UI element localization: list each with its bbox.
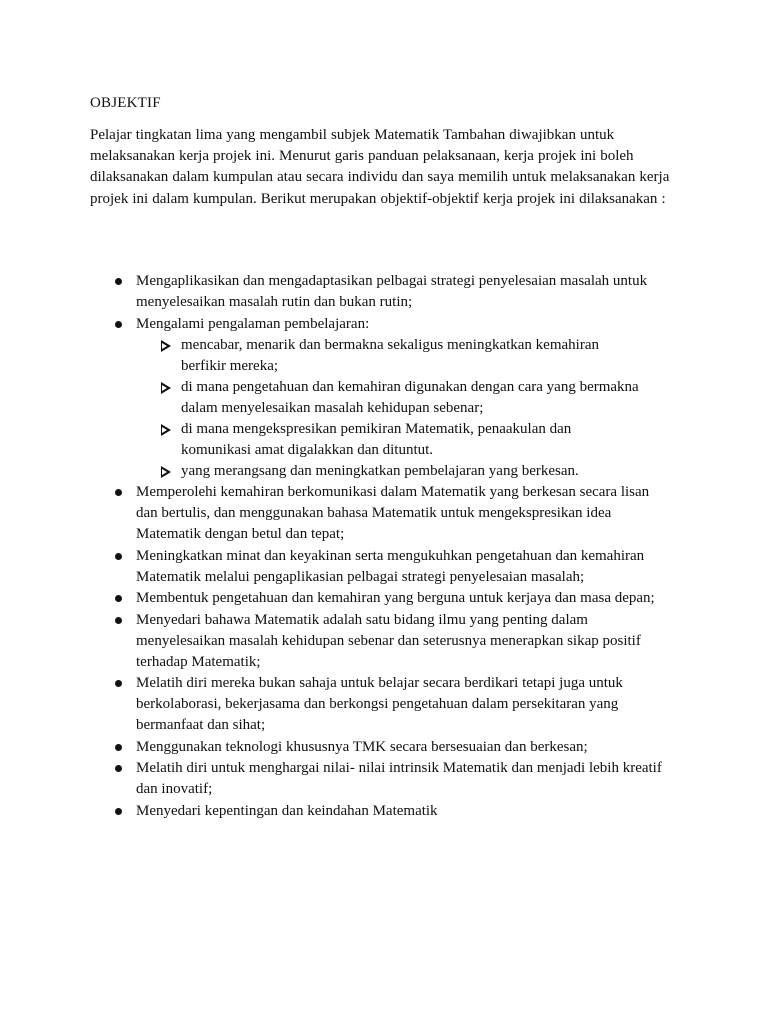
- objective-text: Membentuk pengetahuan dan kemahiran yang berguna untuk kerjaya dan masa depan;: [136, 590, 655, 606]
- objective-item: [0, 314, 666, 482]
- objective-text: Menyedari bahawa Matematik adalah satu bidang ilmu yang penting dalam menyelesaikan masalah kehidupan sebenar dan seterusnya menerapkan sikap positif terhadap Matematik;: [136, 611, 641, 670]
- objective-item: [0, 610, 666, 673]
- sub-objective-text: yang merangsang dan meningkatkan pembelajaran yang berkesan.: [181, 462, 579, 479]
- bullet-icon: [115, 321, 122, 328]
- sub-objective-item: [136, 419, 641, 461]
- sub-objective-text: di mana mengekspresikan pemikiran Matematik, penaakulan dan komunikasi amat digalakkan dan dituntut.: [181, 420, 572, 458]
- bullet-icon: [115, 680, 122, 687]
- objective-text: Melatih diri mereka bukan sahaja untuk belajar secara berdikari tetapi juga untuk berkolaborasi, bekerjasama dan berkongsi pengetahuan dalam persekitaran yang bermanfaat dan sihat;: [136, 675, 623, 733]
- objective-text: Menyedari kepentingan dan keindahan Matematik: [136, 802, 438, 819]
- sub-objective-text: di mana pengetahuan dan kemahiran digunakan dengan cara yang bermakna dalam menyelesaikan masalah kehidupan sebenar;: [181, 378, 639, 416]
- sub-objective-item: [136, 461, 641, 482]
- objective-text: Meningkatkan minat dan keyakinan serta mengukuhkan pengetahuan dan kemahiran Matematik melalui pengaplikasian pelbagai strategi penyelesaian masalah;: [136, 547, 645, 585]
- objective-item: [0, 801, 666, 822]
- bullet-icon: [115, 489, 122, 496]
- objective-text: Melatih diri untuk menghargai nilai- nilai intrinsik Matematik dan menjadi lebih kreatif dan inovatif;: [136, 760, 662, 797]
- objective-item: [0, 482, 666, 545]
- objective-text: Mengaplikasikan dan mengadaptasikan pelbagai strategi penyelesaian masalah untuk menyelesaikan masalah rutin dan bukan rutin;: [136, 273, 648, 310]
- page-heading: OBJEKTIF: [90, 95, 161, 111]
- objective-item: [0, 546, 666, 588]
- bullet-icon: [115, 553, 122, 560]
- bullet-icon: [115, 595, 122, 602]
- objective-item: [0, 758, 666, 800]
- objective-item: [0, 673, 666, 736]
- intro-paragraph: Pelajar tingkatan lima yang mengambil subjek Matematik Tambahan diwajibkan untuk melaksanakan kerja projek ini. Menurut garis panduan pelaksanaan, kerja projek ini boleh dilaksanakan dalam kumpulan atau secara individu dan saya memilih untuk melaksanakan kerja projek ini dalam kumpulan. Berikut merupakan objektif-objektif kerja projek ini dilaksanakan :: [90, 127, 670, 207]
- arrowhead-bullet-icon: [161, 340, 171, 352]
- sub-objectives-list: [136, 335, 666, 482]
- bullet-icon: [115, 617, 122, 624]
- objective-item: [0, 271, 666, 313]
- bullet-icon: [115, 808, 122, 815]
- arrowhead-bullet-icon: [161, 382, 171, 394]
- objective-item: [0, 588, 666, 609]
- arrowhead-bullet-icon: [161, 424, 171, 436]
- arrowhead-bullet-icon: [161, 466, 171, 478]
- objective-text: Mengalami pengalaman pembelajaran:: [136, 315, 370, 332]
- bullet-icon: [115, 744, 122, 751]
- objective-item: [0, 737, 666, 758]
- objective-text: Memperolehi kemahiran berkomunikasi dalam Matematik yang berkesan secara lisan dan bertulis, dan menggunakan bahasa Matematik untuk mengekspresikan idea Matematik dengan betul dan tepat;: [136, 484, 650, 542]
- bullet-icon: [115, 278, 122, 285]
- bullet-icon: [115, 765, 122, 772]
- sub-objective-text: mencabar, menarik dan bermakna sekaligus meningkatkan kemahiran berfikir mereka;: [181, 336, 599, 374]
- objectives-list: [0, 271, 768, 822]
- sub-objective-item: [136, 335, 641, 377]
- sub-objective-item: [136, 377, 641, 419]
- objective-text: Menggunakan teknologi khususnya TMK secara bersesuaian dan berkesan;: [136, 738, 588, 755]
